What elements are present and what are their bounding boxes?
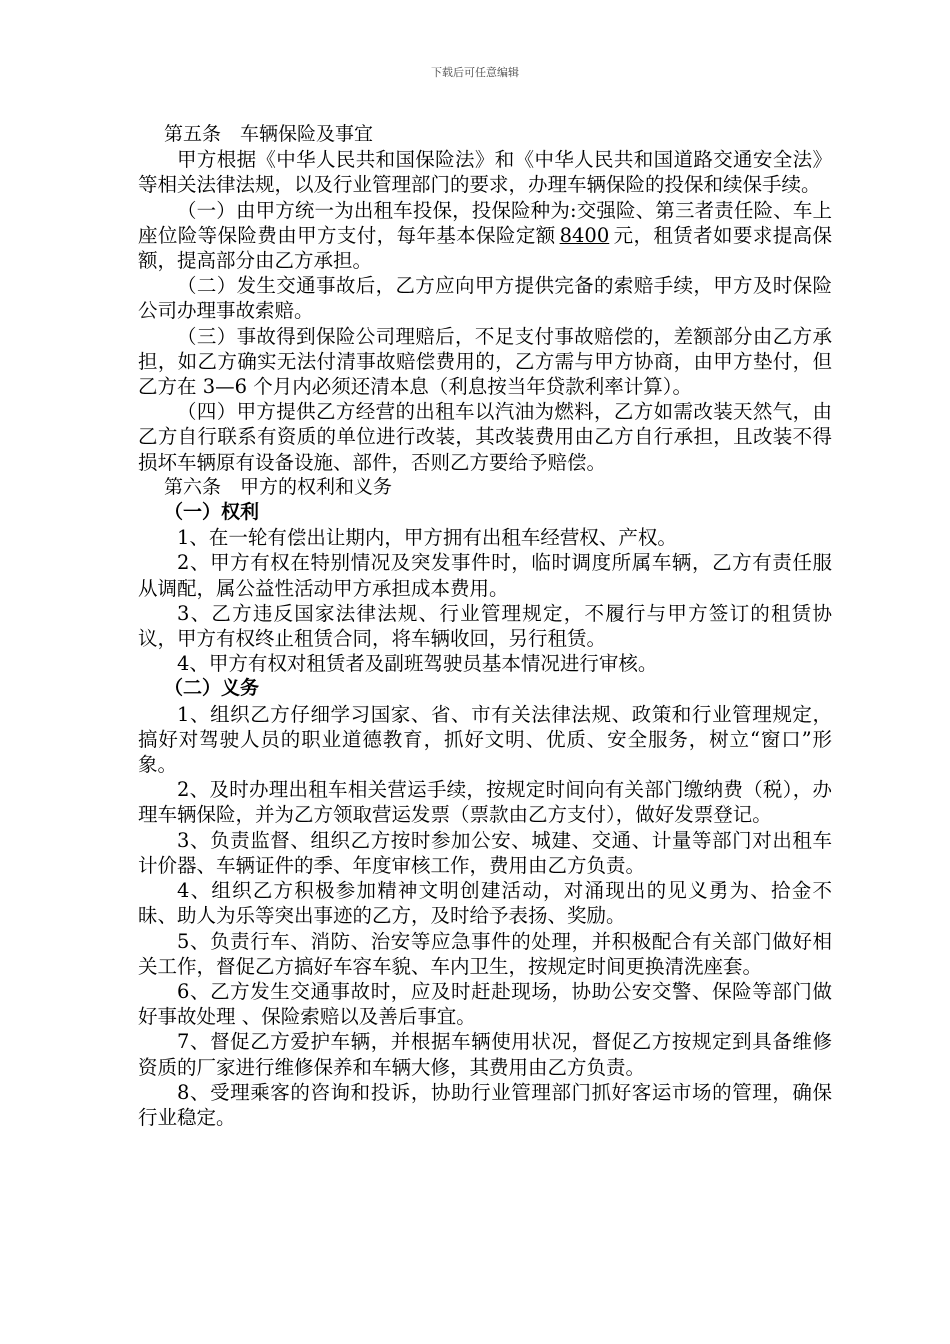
- rights-item-4: 4、甲方有权对租赁者及副班驾驶员基本情况进行审核。: [177, 652, 658, 676]
- duties-item-3: 3、负责监督、组织乙方按时参加公安、城建、交通、计量等部门对出租车计价器、车辆证件的季、年度审核工作，费用由乙方负责。: [138, 828, 832, 877]
- article-5-item-1: [138, 198, 832, 274]
- rights-item-3: 3、乙方违反国家法律法规、行业管理规定，不履行与甲方签订的租赁协议，甲方有权终止租赁合同，将车辆收回，另行租赁。: [138, 601, 832, 651]
- article-6-heading: 第六条 甲方的权利和义务: [164, 475, 393, 498]
- duties-item-1: 1、组织乙方仔细学习国家、省、市有关法律法规、政策和行业管理规定，搞好对驾驶人员的职业道德教育，抓好文明、优质、安全服务，树立“窗口”形象。: [138, 702, 832, 777]
- rights-heading: （一）权利: [164, 501, 260, 524]
- article-5-item-1-text-b: 元，租赁者如要求提高保额，提高部分由乙方承担。: [138, 223, 832, 273]
- duties-item-5: 5、负责行车、消防、治安等应急事件的处理，并积极配合有关部门做好相关工作，督促乙方搞好车容车貌、车内卫生，按规定时间更换清洗座套。: [138, 929, 832, 978]
- duties-heading: （二）义务: [164, 677, 260, 700]
- duties-item-6: 6、乙方发生交通事故时，应及时赶赴现场，协助公安交警、保险等部门做好事故处理 、保险索赔以及善后事宜。: [138, 979, 832, 1029]
- article-5-heading: 第五条 车辆保险及事宜: [164, 123, 374, 145]
- duties-item-2: 2、及时办理出租车相关营运手续，按规定时间向有关部门缴纳费（税），办理车辆保险，并为乙方领取营运发票（票款由乙方支付），做好发票登记。: [138, 778, 832, 827]
- page-header-note: 下载后可任意编辑: [431, 66, 519, 79]
- document-body: [138, 122, 832, 1130]
- duties-item-7: 7、督促乙方爱护车辆，并根据车辆使用状况，督促乙方按规定到具备维修资质的厂家进行维修保养和车辆大修，其费用由乙方负责。: [138, 1030, 832, 1079]
- article-5-item-1-text-a: （一）由甲方统一为出租车投保，投保险种为:交强险、第三者责任险、车上座位险等保险费由甲方支付，每年基本保险定额: [138, 198, 832, 247]
- duties-item-8: 8、受理乘客的咨询和投诉，协助行业管理部门抓好客运市场的管理，确保行业稳定。: [138, 1080, 832, 1129]
- rights-item-1: 1、在一轮有偿出让期内，甲方拥有出租车经营权、产权。: [177, 526, 677, 550]
- article-5-item-2: （二）发生交通事故后，乙方应向甲方提供完备的索赔手续，甲方及时保险公司办理事故索赔。: [138, 274, 832, 323]
- article-5-intro: 甲方根据《中华人民共和国保险法》和《中华人民共和国道路交通安全法》等相关法律法规，以及行业管理部门的要求，办理车辆保险的投保和续保手续。: [138, 148, 832, 197]
- article-5-item-3: （三）事故得到保险公司理赔后，不足支付事故赔偿的，差额部分由乙方承担，如乙方确实无法付清事故赔偿费用的，乙方需与甲方协商，由甲方垫付，但乙方在 3—6 个月内必须还清本息（利息按当年贷款利率计算）。: [138, 324, 832, 399]
- insurance-amount: 8400: [559, 223, 610, 247]
- duties-item-4: 4、组织乙方积极参加精神文明创建活动，对涌现出的见义勇为、拾金不昧、助人为乐等突出事迹的乙方，及时给予表扬、奖励。: [138, 879, 832, 928]
- rights-item-2: 2、甲方有权在特别情况及突发事件时，临时调度所属车辆，乙方有责任服从调配，属公益性活动甲方承担成本费用。: [138, 551, 832, 600]
- article-5-item-4: （四）甲方提供乙方经营的出租车以汽油为燃料，乙方如需改装天然气，由乙方自行联系有资质的单位进行改装，其改装费用由乙方自行承担，且改装不得损坏车辆原有设备设施、部件，否则乙方要给予赔偿。: [138, 400, 832, 474]
